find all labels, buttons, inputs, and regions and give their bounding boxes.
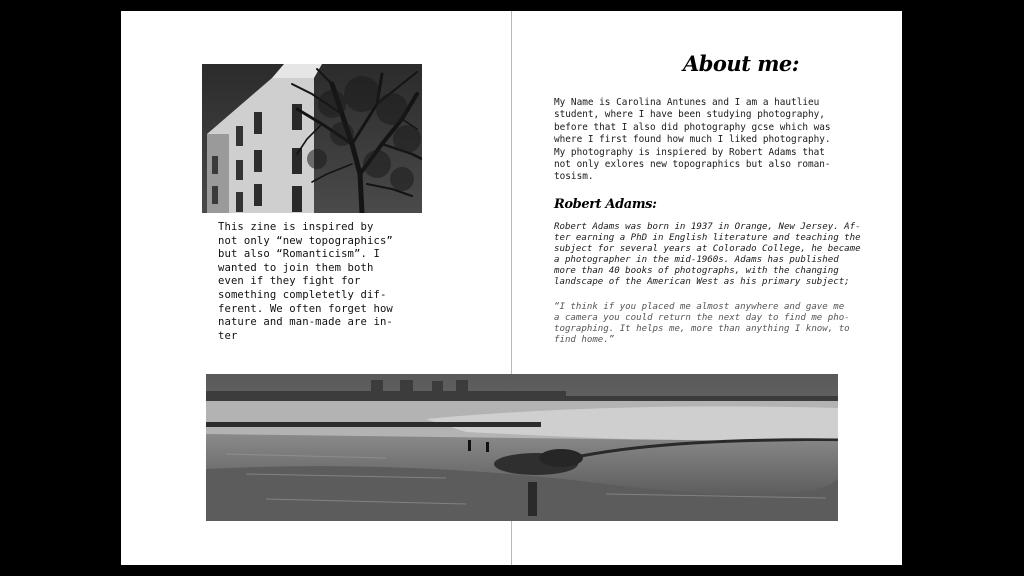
- beach-panorama-photo: [206, 374, 838, 521]
- robert-adams-quote: “I think if you placed me almost anywhere and gave me a camera you could return the next day to find me pho- tographing. It helps me, more than anything I know, to find home.”: [554, 302, 850, 346]
- zine-spread: [121, 11, 902, 565]
- robert-adams-heading: Robert Adams:: [554, 197, 657, 212]
- about-me-paragraph: My Name is Carolina Antunes and I am a hautlieu student, where I have been studying photography, before that I also did photography gcse which was where I first found how much I liked photography. My photography is inspiered by Robert Adams that not only exlores new topographics but also roman- tosism.: [554, 97, 831, 183]
- about-me-title: About me:: [682, 51, 800, 76]
- intro-paragraph: This zine is inspired by not only “new topographics” but also “Romanticism”. I wanted to join them both even if they fight for something completetly dif- ferent. We often forget how nature and man-made are in- ter: [218, 221, 393, 342]
- house-with-tree-photo: [202, 64, 422, 213]
- robert-adams-bio: Robert Adams was born in 1937 in Orange, New Jersey. Af- ter earning a PhD in English literature and teaching the subject for several years at Colorado College, he became a photographer in the mid-1960s. Adams has published more than 40 books of photographs, with the changing landscape of the American West as his primary subject;: [554, 222, 861, 288]
